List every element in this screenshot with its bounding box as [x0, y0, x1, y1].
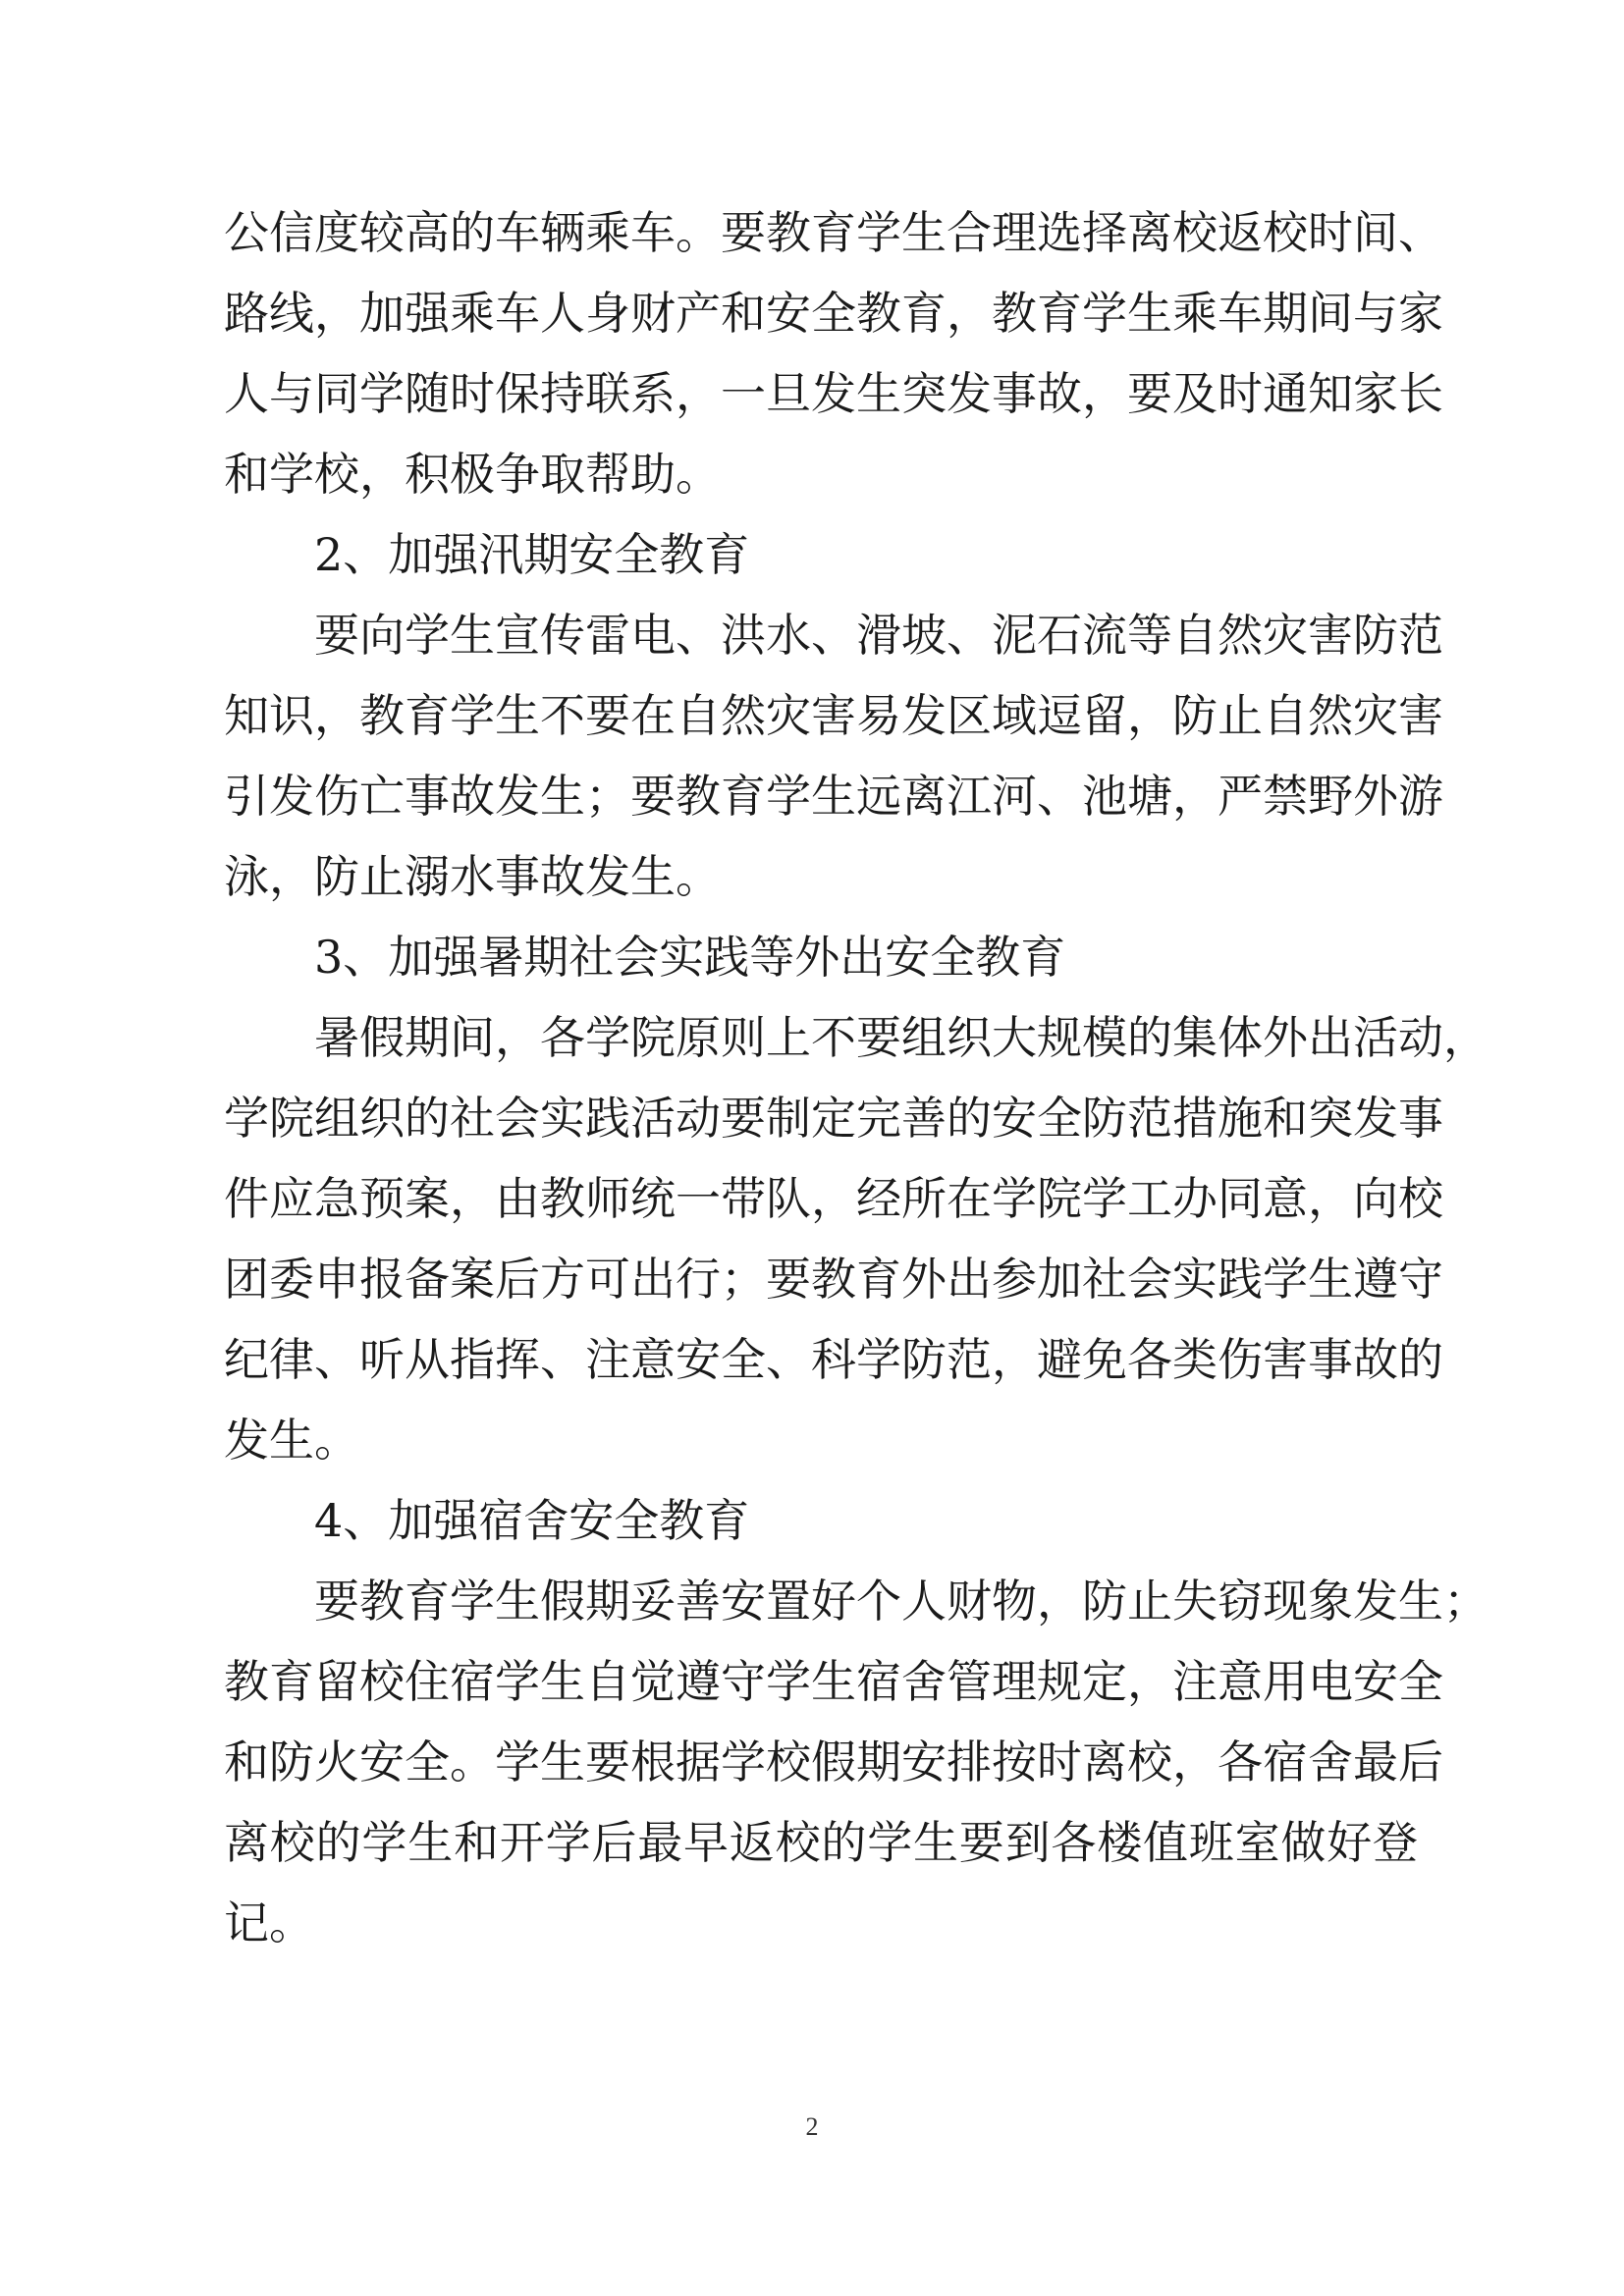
text-line: 纪律、听从指挥、注意安全、科学防范，避免各类伤害事故的 — [224, 1333, 1443, 1386]
text-line: 件应急预案，由教师统一带队，经所在学院学工办同意，向校 — [224, 1172, 1443, 1225]
page-number: 2 — [805, 2112, 819, 2141]
section-heading-4 — [224, 1480, 1418, 1561]
text-line: 和防火安全。学生要根据学校假期安排按时离校，各宿舍最后 — [224, 1735, 1443, 1789]
text-line: 要向学生宣传雷电、洪水、滑坡、泥石流等自然灾害防范 — [314, 609, 1443, 662]
text-line: 暑假期间，各学院原则上不要组织大规模的集体外出活动， — [314, 1011, 1489, 1064]
text-line: 学院组织的社会实践活动要制定完善的安全防范措施和突发事 — [224, 1092, 1443, 1145]
text-line: 人与同学随时保持联系，一旦发生突发事故，要及时通知家长 — [224, 367, 1443, 420]
text-line: 路线，加强乘车人身财产和安全教育，教育学生乘车期间与家 — [224, 287, 1443, 340]
text-line: 记。 — [224, 1896, 314, 1949]
heading-text: 3、加强暑期社会实践等外出安全教育 — [314, 931, 1066, 984]
heading-text: 2、加强汛期安全教育 — [314, 528, 750, 581]
text-line: 教育留校住宿学生自觉遵守学生宿舍管理规定，注意用电安全 — [224, 1655, 1443, 1708]
paragraph-2 — [224, 595, 1443, 917]
paragraph-continued — [224, 192, 1443, 514]
text-line: 发生。 — [224, 1414, 359, 1467]
text-line: 团委申报备案后方可出行；要教育外出参加社会实践学生遵守 — [224, 1253, 1443, 1306]
text-line: 要教育学生假期妥善安置好个人财物，防止失窃现象发生； — [314, 1575, 1489, 1628]
paragraph-3 — [224, 997, 1489, 1480]
text-line: 知识，教育学生不要在自然灾害易发区域逗留，防止自然灾害 — [224, 689, 1443, 742]
text-line: 泳，防止溺水事故发生。 — [224, 850, 721, 903]
heading-text: 4、加强宿舍安全教育 — [314, 1494, 750, 1547]
text-line: 和学校，积极争取帮助。 — [224, 448, 721, 501]
document-body — [224, 192, 1489, 1963]
paragraph-4 — [224, 1561, 1489, 1963]
text-line: 公信度较高的车辆乘车。要教育学生合理选择离校返校时间、 — [224, 206, 1443, 259]
section-heading-2 — [224, 514, 1418, 595]
text-line: 引发伤亡事故发生；要教育学生远离江河、池塘，严禁野外游 — [224, 770, 1443, 823]
section-heading-3 — [224, 917, 1418, 997]
text-line: 离校的学生和开学后最早返校的学生要到各楼值班室做好登 — [224, 1816, 1418, 1869]
